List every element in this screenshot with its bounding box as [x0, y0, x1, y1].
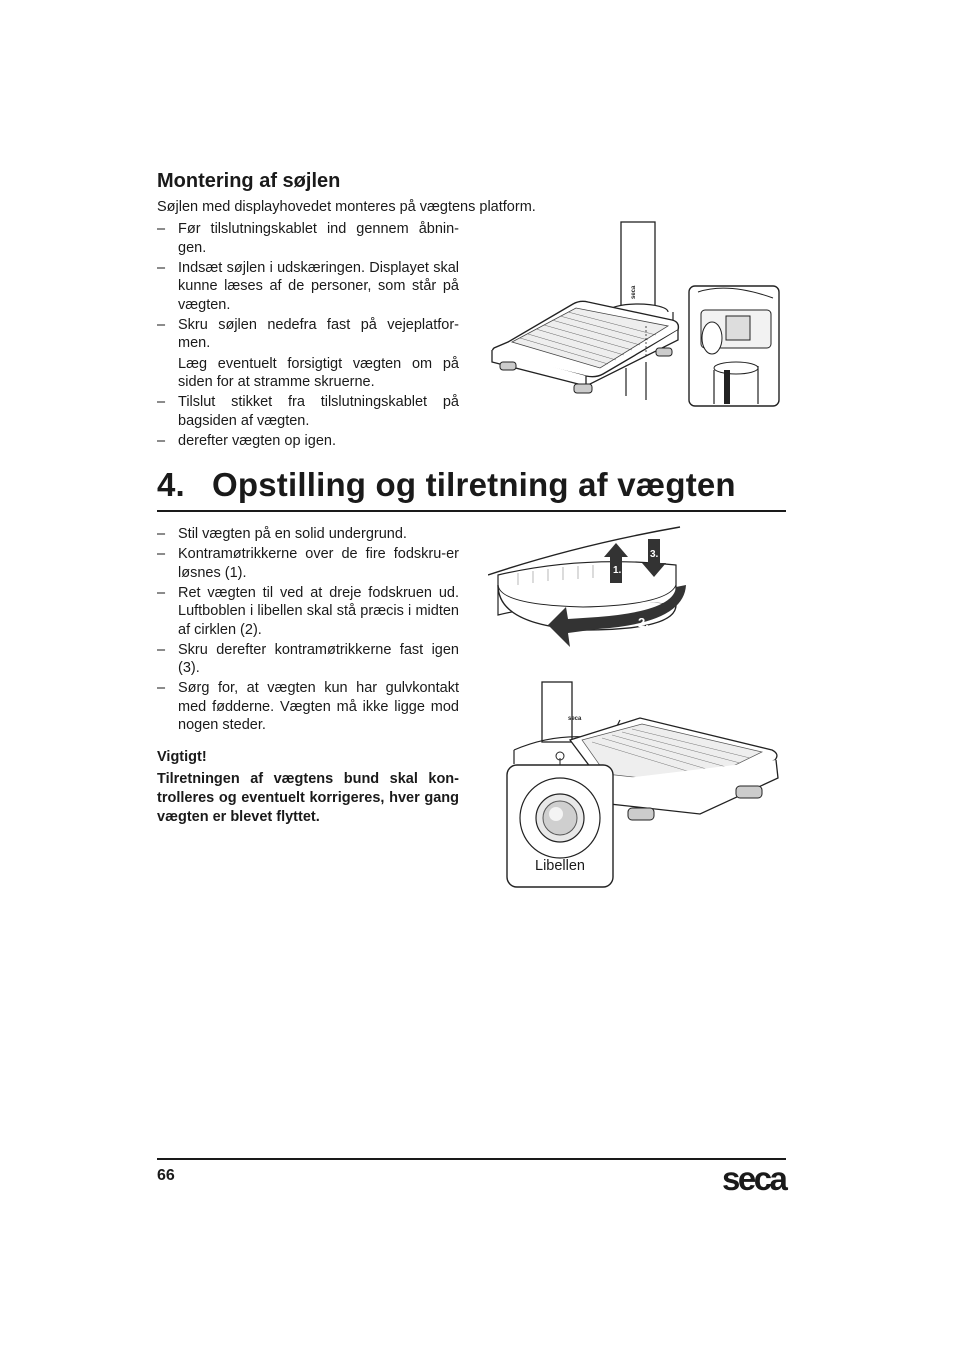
list-item: – Skru søjlen nedefra fast på vejeplatfor-men. Læg eventuelt forsigtigt vægten om på siden for at stramme skruerne.	[157, 316, 459, 390]
spirit-level-label: Libellen	[535, 858, 585, 874]
list-item: – Indsæt søjlen i udskæringen. Displayet skal kunne læses af de personer, som står på vægten.	[157, 259, 459, 313]
list-item-note: Læg eventuelt forsigtigt vægten om på siden for at stramme skruerne.	[178, 355, 459, 390]
chapter-divider	[157, 510, 786, 512]
section-heading-mounting: Montering af søjlen	[157, 170, 341, 192]
foot-screw-illustration	[488, 525, 688, 655]
list-item: – derefter vægten op igen.	[157, 432, 336, 449]
list-item: – Tilslut stikket fra tilslutningskablet på bagsiden af vægten.	[157, 394, 459, 429]
column-brand-label: seca	[631, 285, 637, 299]
step-label-1: 1.	[613, 565, 622, 576]
step-label-3: 3.	[650, 549, 659, 560]
important-title: Vigtigt!	[157, 749, 207, 765]
step-label-2: 2.	[638, 615, 649, 630]
brand-logo: seca	[722, 1160, 786, 1197]
page-number: 66	[157, 1167, 175, 1184]
leveling-steps-list	[157, 525, 459, 736]
list-item: – Stil vægten på en solid undergrund.	[157, 526, 407, 542]
mounting-steps-list	[157, 220, 459, 452]
section-intro: Søjlen med displayhovedet monteres på vægtens platform.	[157, 199, 536, 215]
footer-divider	[157, 1158, 786, 1160]
list-item: – Skru derefter kontramøtrikkerne fast igen (3).	[157, 641, 459, 676]
column-mounting-illustration	[488, 220, 784, 410]
chapter-title	[157, 466, 736, 504]
column-brand-label: seca	[568, 716, 582, 722]
list-item: – Kontramøtrikkerne over de fire fodskru-er løsnes (1).	[157, 546, 459, 581]
chapter-title-text: Opstilling og tilretning af vægten	[212, 466, 736, 503]
important-text: Tilretningen af vægtens bund skal kon-trolleres og eventuelt korrigeres, hver gang vægten er blevet flyttet.	[157, 771, 459, 825]
chapter-number: 4.	[157, 466, 185, 503]
list-item: – Før tilslutningskablet ind gennem åbnin-gen.	[157, 221, 459, 256]
list-item: – Ret vægten til ved at dreje fodskruen ud. Luftboblen i libellen skal stå præcis i midten af cirklen (2).	[157, 584, 459, 638]
list-item: – Sørg for, at vægten kun har gulvkontakt med fødderne. Vægten må ikke ligge mod nogen steder.	[157, 680, 459, 733]
